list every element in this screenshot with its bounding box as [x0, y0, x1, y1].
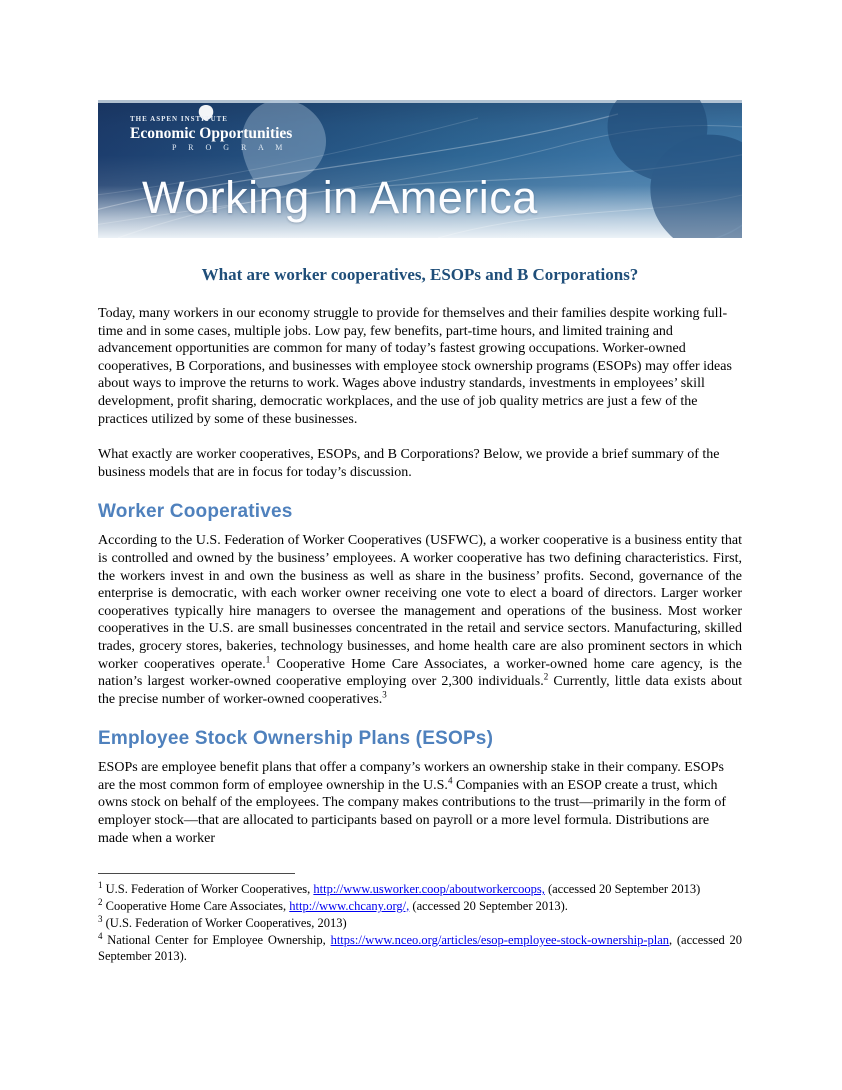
section-heading-worker-cooperatives: Worker Cooperatives	[98, 501, 293, 523]
footnote-1	[98, 881, 742, 898]
footnote-3-number: 3	[98, 913, 103, 924]
footnote-3-text: (U.S. Federation of Worker Cooperatives, 2013)	[105, 915, 347, 930]
footnote-2-number: 2	[98, 896, 103, 907]
coop-text-1: According to the U.S. Federation of Worker Cooperatives (USFWC), a worker cooperative is a business entity that is controlled and owned by the business’ employees. A worker cooperative has two defining characteristics. First, the workers invest in and own the business as well as share in the business’ profits. Second, governance of the enterprise is democratic, with each worker owner receiving one vote to elect a board of directors. Larger worker cooperatives typically hire managers to oversee the management and operations of the business. Most worker cooperatives in the U.S. are small businesses concentrated in the retail and service sectors. Manufacturing, skilled trades, grocery stores, bakeries, technology businesses, and home health care are also prominent sectors in which worker cooperatives operate.	[98, 533, 742, 672]
footnote-4-suffix: , (accessed 20 September 2013).	[98, 932, 743, 964]
footnote-1-link[interactable]: http://www.usworker.coop/aboutworkercoops,	[313, 882, 545, 897]
footnote-1-number: 1	[98, 880, 103, 891]
footnote-2	[98, 898, 742, 915]
coop-text-3: Currently, little data exists about the precise number of worker-owned cooperatives.	[98, 674, 743, 707]
footnotes	[98, 881, 742, 965]
page-content	[98, 100, 742, 965]
footnote-ref-4: 4	[447, 775, 453, 786]
esop-text-1: ESOPs are employee benefit plans that offer a company’s workers an ownership stake in their company. ESOPs are the most common form of employee ownership in the U.S.	[98, 760, 724, 793]
footnote-2-suffix: (accessed 20 September 2013).	[409, 899, 568, 914]
esop-text-2: Companies with an ESOP create a trust, which owns stock on behalf of the employees. The company makes contributions to the trust—primarily in the form of employer stock—that are allocated to participants based on payroll or a more level formula. Distributions are made when a worker	[98, 777, 727, 846]
coop-text-2: Cooperative Home Care Associates, a worker-owned home care agency, is the nation’s largest worker-owned cooperative employing over 2,300 individuals.	[98, 656, 742, 690]
footnote-2-text: Cooperative Home Care Associates,	[105, 899, 290, 914]
footnote-ref-3: 3	[382, 689, 387, 700]
footnote-ref-2: 2	[543, 671, 549, 682]
footnote-ref-1: 1	[265, 653, 271, 664]
footnote-4	[98, 932, 742, 966]
aspen-institute-logo	[130, 116, 292, 153]
program-name: Economic Opportunities	[130, 124, 293, 142]
header-banner	[98, 100, 742, 238]
program-word: P R O G R A M	[172, 142, 288, 152]
intro-paragraph-1: Today, many workers in our economy struggle to provide for themselves and their families despite working full-time and in some cases, multiple jobs. Low pay, few benefits, part-time hours, and limited training and advancement opportunities are common for many of today’s fastest growing occupations. Worker-owned cooperatives, B Corporations, and businesses with employee stock ownership programs (ESOPs) may offer ideas about ways to improve the returns to work. Wages above industry standards, investments in employees’ skill development, profit sharing, democratic workplaces, and the use of job quality metrics are just a few of the practices utilized by some of these businesses.	[98, 306, 732, 427]
banner-title: Working in America	[142, 172, 538, 223]
worker-cooperatives-paragraph	[98, 532, 742, 708]
footnote-separator	[98, 873, 295, 874]
footnote-1-suffix: (accessed 20 September 2013)	[544, 882, 701, 897]
intro-paragraph-2: What exactly are worker cooperatives, ESOPs, and B Corporations? Below, we provide a brief summary of the business models that are in focus for today’s discussion.	[98, 447, 720, 480]
footnote-4-number: 4	[98, 930, 103, 941]
footnote-4-text: National Center for Employee Ownership,	[107, 932, 331, 947]
footnote-2-link[interactable]: http://www.chcany.org/,	[289, 899, 410, 914]
esop-paragraph	[98, 759, 742, 847]
footnote-1-text: U.S. Federation of Worker Cooperatives,	[105, 882, 314, 897]
footnote-4-link[interactable]: https://www.nceo.org/articles/esop-employee-stock-ownership-plan	[330, 932, 670, 947]
aspen-leaf-icon	[596, 100, 742, 238]
footnote-3	[98, 915, 742, 932]
section-heading-esops: Employee Stock Ownership Plans (ESOPs)	[98, 728, 494, 750]
document-title: What are worker cooperatives, ESOPs and B Corporations?	[201, 265, 639, 284]
institute-name: THE ASPEN INSTITUTE	[130, 115, 228, 123]
